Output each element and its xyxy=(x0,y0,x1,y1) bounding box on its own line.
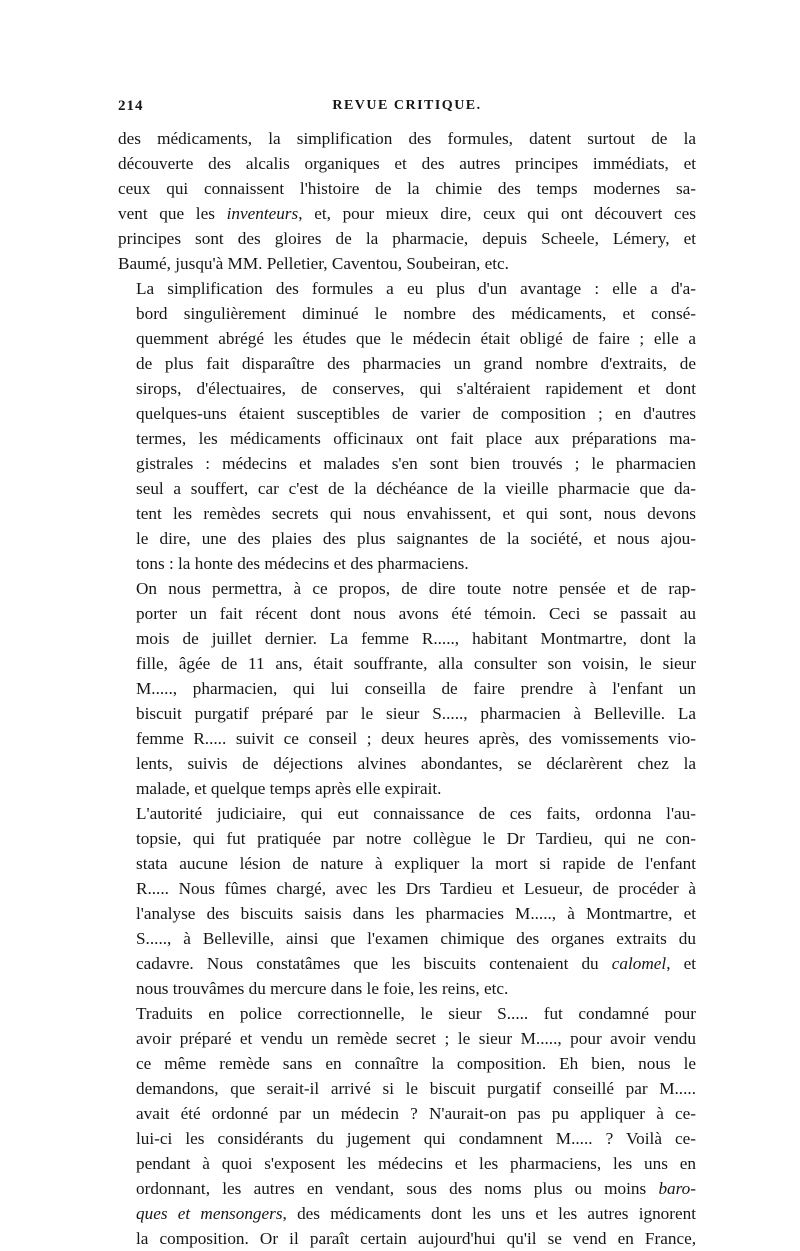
text-line: principes sont des gloires de la pharmacie, depuis Scheele, Lémery, et xyxy=(118,229,696,248)
italic-term: ques et mensongers xyxy=(136,1204,283,1223)
text-line: des médicaments, la simplification des formules, datent surtout de la xyxy=(118,129,696,148)
text-line: ques et mensongers, des médicaments dont les uns et les autres ignorent xyxy=(136,1204,696,1223)
text-line: L'autorité judiciaire, qui eut connaissance de ces faits, ordonna l'au- xyxy=(136,804,696,823)
text-line: La simplification des formules a eu plus d'un avantage : elle a d'a- xyxy=(136,279,696,298)
text-line: mois de juillet dernier. La femme R....., habitant Montmartre, dont la xyxy=(136,629,696,648)
running-title: REVUE CRITIQUE. xyxy=(332,98,482,113)
text-line: R..... Nous fûmes chargé, avec les Drs Tardieu et Lesueur, de procéder à xyxy=(136,879,696,898)
text-line: avoir préparé et vendu un remède secret ; le sieur M....., pour avoir vendu xyxy=(136,1029,696,1048)
italic-term: baro- xyxy=(658,1179,696,1198)
text-line: ce même remède sans en connaître la composition. Eh bien, nous le xyxy=(136,1054,696,1073)
page-number: 214 xyxy=(118,98,144,114)
italic-term: calomel xyxy=(611,954,667,973)
text-line: seul a souffert, car c'est de la déchéance de la vieille pharmacie que da- xyxy=(136,479,696,498)
text-line: S....., à Belleville, ainsi que l'examen chimique des organes extraits du xyxy=(136,929,696,948)
text-line: bord singulièrement diminué le nombre des médicaments, et consé- xyxy=(136,304,696,323)
text-line: quemment abrégé les études que le médecin était obligé de faire ; elle a xyxy=(136,329,696,348)
text-line: le dire, une des plaies des plus saignantes de la société, et nous ajou- xyxy=(136,529,696,548)
paragraph xyxy=(118,276,696,576)
text-line: pendant à quoi s'exposent les médecins et les pharmaciens, les uns en xyxy=(136,1154,696,1173)
paragraph xyxy=(118,126,696,276)
text-line: biscuit purgatif préparé par le sieur S....., pharmacien à Belleville. La xyxy=(136,704,696,723)
book-page xyxy=(118,96,696,1251)
text-line: femme R..... suivit ce conseil ; deux heures après, des vomissements vio- xyxy=(136,729,696,748)
text-line: vent que les inventeurs, et, pour mieux dire, ceux qui ont découvert ces xyxy=(118,204,696,223)
text-line: la composition. Or il paraît certain aujourd'hui qu'il se vend en France, xyxy=(136,1229,696,1248)
paragraph xyxy=(118,576,696,801)
italic-term: inventeurs xyxy=(226,204,299,223)
text-line: demandons, que serait-il arrivé si le biscuit purgatif conseillé par M..... xyxy=(136,1079,696,1098)
text-line: découverte des alcalis organiques et des autres principes immédiats, et xyxy=(118,154,696,173)
text-line: Traduits en police correctionnelle, le sieur S..... fut condamné pour xyxy=(136,1004,696,1023)
text-line: l'analyse des biscuits saisis dans les pharmacies M....., à Montmartre, et xyxy=(136,904,696,923)
text-line: Baumé, jusqu'à MM. Pelletier, Caventou, Soubeiran, etc. xyxy=(118,254,509,273)
text-line: termes, les médicaments officinaux ont fait place aux préparations ma- xyxy=(136,429,696,448)
text-line: quelques-uns étaient susceptibles de varier de composition ; en d'autres xyxy=(136,404,696,423)
text-line: M....., pharmacien, qui lui conseilla de faire prendre à l'enfant un xyxy=(136,679,696,698)
text-line: fille, âgée de 11 ans, était souffrante, alla consulter son voisin, le sieur xyxy=(136,654,696,673)
text-line: lui-ci les considérants du jugement qui condamnent M..... ? Voilà ce- xyxy=(136,1129,696,1148)
paragraph xyxy=(118,801,696,1001)
text-line: stata aucune lésion de nature à expliquer la mort si rapide de l'enfant xyxy=(136,854,696,873)
running-header xyxy=(118,96,696,126)
text-line: topsie, qui fut pratiquée par notre collègue le Dr Tardieu, qui ne con- xyxy=(136,829,696,848)
paragraph xyxy=(118,1001,696,1251)
text-line: tent les remèdes secrets qui nous envahissent, et qui sont, nous devons xyxy=(136,504,696,523)
text-line: lents, suivis de déjections alvines abondantes, se déclarèrent chez la xyxy=(136,754,696,773)
text-line: sirops, d'électuaires, de conserves, qui s'altéraient rapidement et dont xyxy=(136,379,696,398)
text-line: avait été ordonné par un médecin ? N'aurait-on pas pu appliquer à ce- xyxy=(136,1104,696,1123)
text-line: tons : la honte des médecins et des pharmaciens. xyxy=(136,554,469,573)
text-line: nous trouvâmes du mercure dans le foie, les reins, etc. xyxy=(136,979,509,998)
text-line: porter un fait récent dont nous avons été témoin. Ceci se passait au xyxy=(136,604,696,623)
text-line: de plus fait disparaître des pharmacies un grand nombre d'extraits, de xyxy=(136,354,696,373)
text-line: malade, et quelque temps après elle expirait. xyxy=(136,779,442,798)
text-line: ordonnant, les autres en vendant, sous des noms plus ou moins baro- xyxy=(136,1179,696,1198)
body-text xyxy=(118,126,696,1251)
text-line: gistrales : médecins et malades s'en sont bien trouvés ; le pharmacien xyxy=(136,454,696,473)
text-line: cadavre. Nous constatâmes que les biscuits contenaient du calomel, et xyxy=(136,954,697,973)
text-line: ceux qui connaissent l'histoire de la chimie des temps modernes sa- xyxy=(118,179,696,198)
text-line: On nous permettra, à ce propos, de dire toute notre pensée et de rap- xyxy=(136,579,696,598)
